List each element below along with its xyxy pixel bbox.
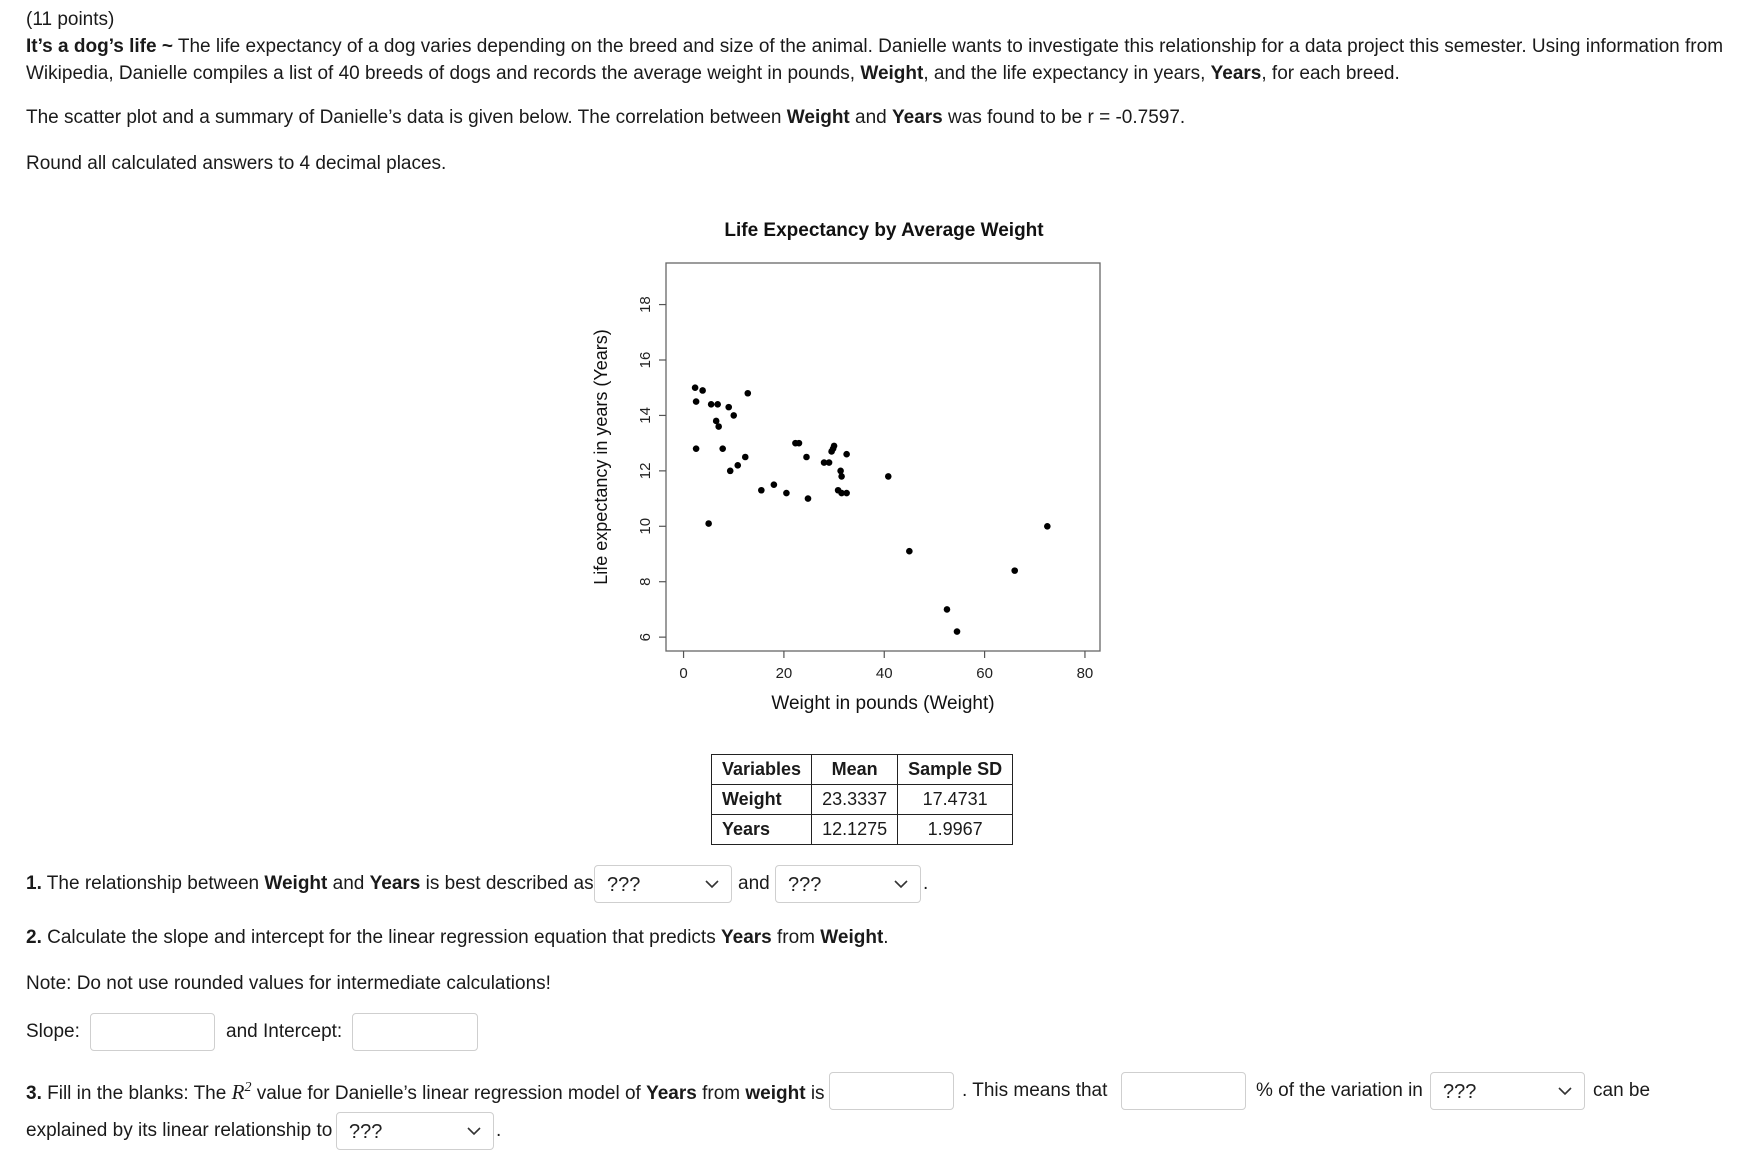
table-cell: 23.3337 bbox=[812, 785, 898, 815]
data-point bbox=[715, 423, 722, 430]
data-point bbox=[719, 445, 726, 452]
y-tick-label: 6 bbox=[637, 632, 654, 642]
x-tick-label: 60 bbox=[976, 665, 993, 682]
q1-relationship-select-2[interactable]: ??? bbox=[775, 865, 921, 903]
slope-label: Slope: bbox=[26, 1021, 80, 1042]
y-axis bbox=[637, 296, 666, 641]
x-axis bbox=[679, 651, 1093, 682]
data-point bbox=[734, 462, 741, 469]
q3-variable-select-2[interactable]: ??? bbox=[336, 1112, 494, 1150]
table-header: Sample SD bbox=[898, 755, 1013, 785]
table-header: Variables bbox=[712, 755, 812, 785]
slope-input[interactable] bbox=[90, 1013, 215, 1051]
intercept-input[interactable] bbox=[352, 1013, 478, 1051]
data-point bbox=[954, 628, 961, 635]
data-point bbox=[744, 390, 751, 397]
x-tick-label: 0 bbox=[679, 665, 688, 682]
data-point bbox=[1044, 523, 1051, 530]
x-tick-label: 20 bbox=[775, 665, 793, 682]
data-point bbox=[725, 404, 732, 411]
data-point bbox=[758, 487, 765, 494]
data-point bbox=[699, 387, 706, 394]
x-tick-label: 80 bbox=[1076, 665, 1094, 682]
x-tick-label: 40 bbox=[875, 665, 893, 682]
data-point bbox=[885, 473, 892, 480]
rounding-note: Round all calculated answers to 4 decimal places. bbox=[26, 153, 447, 174]
percent-input[interactable] bbox=[1121, 1072, 1246, 1110]
q2-text: 2. Calculate the slope and intercept for the linear regression equation that predicts Years from Weight. bbox=[26, 927, 889, 948]
data-point bbox=[708, 401, 715, 408]
q1-and: and bbox=[738, 873, 770, 894]
table-row bbox=[712, 785, 1013, 815]
table-header-row bbox=[712, 755, 1013, 785]
data-point bbox=[831, 443, 838, 450]
table-cell: 12.1275 bbox=[812, 815, 898, 845]
y-tick-label: 14 bbox=[637, 407, 654, 424]
r-squared-symbol: $R^2$ bbox=[231, 1080, 252, 1104]
data-point bbox=[805, 495, 812, 502]
table-header: Mean bbox=[812, 755, 898, 785]
data-point bbox=[843, 490, 850, 497]
y-axis-label: Life expectancy in years (Years) bbox=[591, 329, 611, 585]
q1-period: . bbox=[923, 873, 929, 894]
data-point bbox=[803, 454, 810, 461]
y-tick-label: 18 bbox=[637, 296, 654, 313]
data-point bbox=[705, 520, 712, 527]
y-tick-label: 10 bbox=[637, 517, 654, 535]
data-point bbox=[906, 548, 913, 555]
intro-title: It’s a dog’s life ~ bbox=[26, 36, 173, 57]
q1-text: 1. The relationship between Weight and Years is best described as bbox=[26, 873, 594, 894]
table-row bbox=[712, 815, 1013, 845]
r-squared-input[interactable] bbox=[829, 1072, 954, 1110]
data-point bbox=[692, 384, 699, 391]
y-tick-label: 12 bbox=[637, 462, 654, 480]
y-tick-label: 8 bbox=[637, 577, 654, 586]
data-points bbox=[692, 384, 1051, 634]
intro-paragraph: It’s a dog’s life ~ The life expectancy of a dog varies depending on the breed and size of the animal. Danielle wants to investigate this relationship for a data project this semester. Using information from Wikipedia, Danielle compiles a list of 40 breeds of dogs and records the average weight in pounds, Weight, and the life expectancy in years, Years, for each breed. bbox=[26, 36, 1724, 84]
data-point bbox=[843, 451, 850, 458]
data-point bbox=[742, 454, 749, 461]
chevron-down-icon bbox=[1556, 1073, 1574, 1111]
data-point bbox=[727, 468, 734, 475]
q3-means-text: . This means that bbox=[962, 1080, 1108, 1101]
y-tick-label: 16 bbox=[637, 351, 654, 369]
chevron-down-icon bbox=[703, 866, 721, 904]
correlation-line: The scatter plot and a summary of Danielle’s data is given below. The correlation between Weight and Years was found to be r = -0.7597. bbox=[26, 107, 1186, 128]
data-point bbox=[796, 440, 803, 447]
q2-note: Note: Do not use rounded values for intermediate calculations! bbox=[26, 973, 551, 994]
data-point bbox=[826, 459, 833, 466]
chevron-down-icon bbox=[892, 866, 910, 904]
data-point bbox=[944, 606, 951, 613]
data-point bbox=[838, 473, 845, 480]
table-cell: Weight bbox=[712, 785, 812, 815]
table-cell: 1.9967 bbox=[898, 815, 1013, 845]
chart-title: Life Expectancy by Average Weight bbox=[724, 220, 1044, 241]
q3-variable-select-1[interactable]: ??? bbox=[1430, 1072, 1585, 1110]
q3-can-be: can be bbox=[1593, 1080, 1651, 1101]
chevron-down-icon bbox=[465, 1113, 483, 1151]
table-cell: 17.4731 bbox=[898, 785, 1013, 815]
data-point bbox=[693, 445, 700, 452]
q3-period: . bbox=[496, 1120, 502, 1141]
points-label: (11 points) bbox=[26, 9, 115, 30]
data-point bbox=[714, 401, 721, 408]
q3-variation-text: % of the variation in bbox=[1256, 1080, 1423, 1101]
data-point bbox=[837, 468, 844, 475]
data-point bbox=[771, 481, 778, 488]
scatter-plot bbox=[560, 205, 1120, 725]
data-point bbox=[730, 412, 737, 419]
x-axis-label: Weight in pounds (Weight) bbox=[771, 693, 995, 714]
summary-table bbox=[711, 754, 1013, 845]
plot-frame bbox=[666, 263, 1100, 651]
data-point bbox=[783, 490, 790, 497]
data-point bbox=[1011, 567, 1018, 574]
q3-text: 3. Fill in the blanks: The $R^2$ value for Danielle’s linear regression model of Years from weight is bbox=[26, 1080, 825, 1104]
q3-explained-text: explained by its linear relationship to bbox=[26, 1120, 333, 1141]
table-cell: Years bbox=[712, 815, 812, 845]
intercept-label: and Intercept: bbox=[226, 1021, 343, 1042]
data-point bbox=[693, 398, 700, 405]
q1-relationship-select-1[interactable]: ??? bbox=[594, 865, 732, 903]
